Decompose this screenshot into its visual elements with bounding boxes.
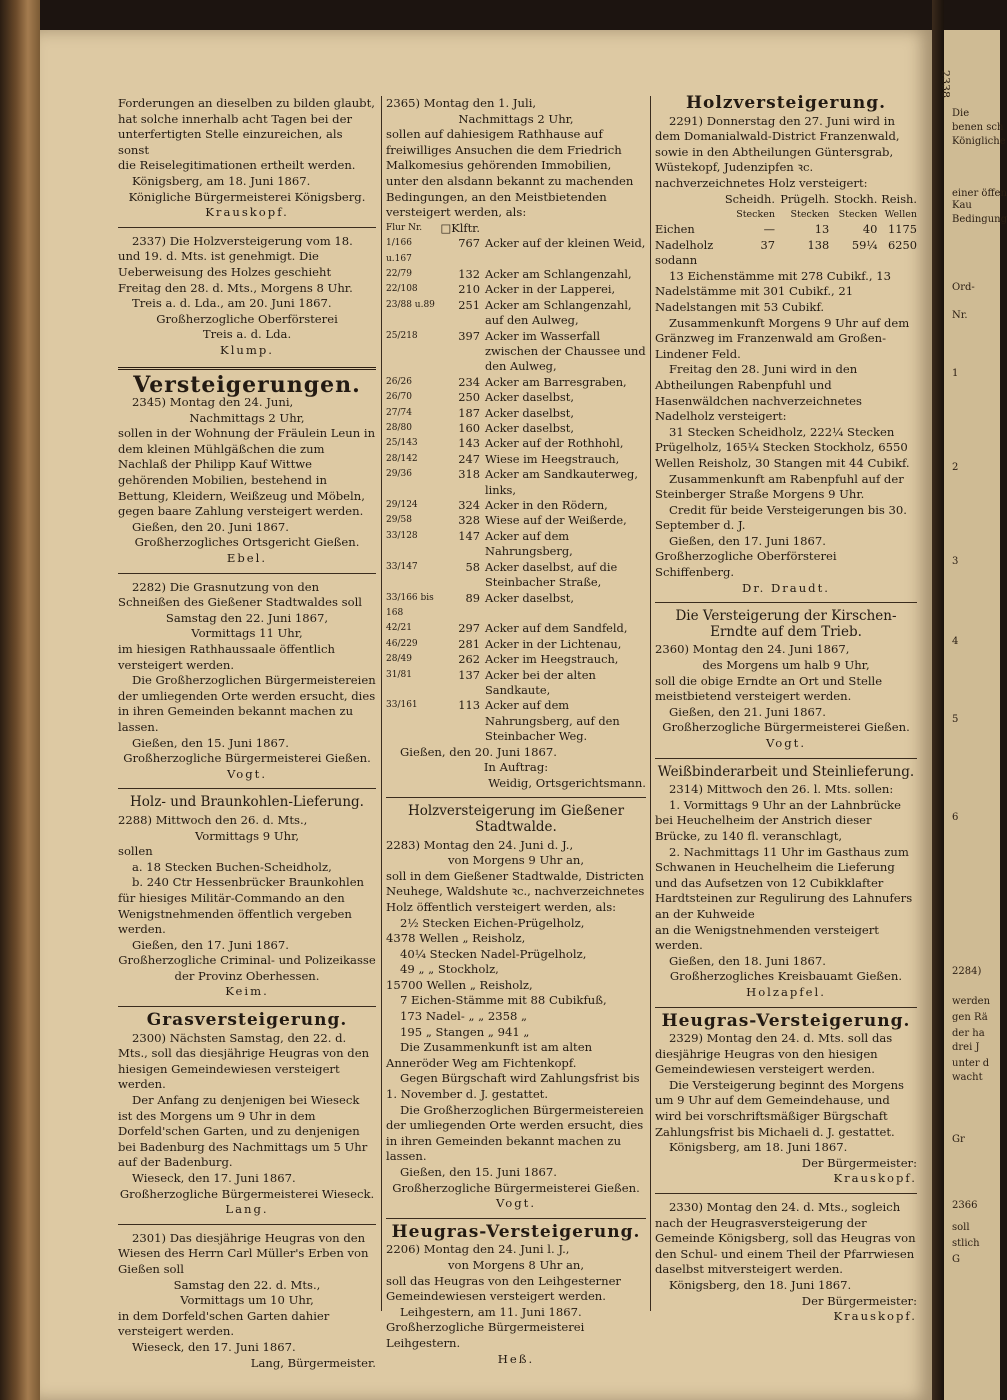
book-gutter [932,0,944,1400]
signature: Großherzogliche Oberförsterei [156,311,338,326]
signer-name: Lang, Bürgermeister. [250,1355,376,1370]
notice-text: 2300) Nächsten Samstag, den 22. d. Mts., soll das diesjährige Heugras von den hiesigen Gemeindewiesen versteigert werden. [118,1030,370,1092]
text-line: 2206) Montag den 24. Juni l. J., [386,1242,570,1257]
text-line: von Morgens 8 Uhr an, [447,1257,585,1272]
table-cell: 25/143 [386,438,418,449]
adjacent-page-fragment: werden [952,996,991,1007]
date-line: Gießen, den 21. Juni 1867. [669,704,826,719]
notice-text: Die Zusammenkunft ist am alten Anneröder Weg am Fichtenkopf. [386,1040,593,1070]
table-cell: Acker am Schlangenzahl, auf den Aulweg, [485,297,632,328]
table-cell: 143 [458,436,480,451]
table-cell: 33/161 [386,700,418,711]
table-cell: — [763,222,775,237]
signer-name: Klump. [220,342,274,357]
book-binding-left [0,0,40,1400]
notice-text: Der Anfang zu denjenigen bei Wieseck ist des Morgens um 9 Uhr in dem Dorfeld'schen Garten, und zu denjenigen bei Badenburg des Nachmittags um 5 Uhr auf der Badenburg. [118,1093,368,1170]
table-cell: 27/74 [386,407,412,418]
table-cell: 262 [458,652,480,667]
unit-label: Stecken [736,208,775,220]
text-line: 2288) Mittwoch den 26. d. Mts., [118,812,308,827]
table-cell: Acker bei der alten Sandkaute, [485,667,596,697]
table-cell: Wiese auf der Weißerde, [485,513,627,528]
section-heading: Heugras-Versteigerung. [391,1221,641,1242]
text-line: Vormittags 9 Uhr, [194,828,300,843]
notice-text: soll in dem Gießener Stadtwalde, Districten Neuhege, Waldshute ꝛc., nachverzeichnetes Holz öffentlich versteigert werden, als: [386,868,645,914]
table-cell: 397 [458,328,480,343]
table-cell: 767 [458,236,480,251]
table-header-row [386,221,646,236]
table-row [386,560,646,591]
table-cell: 58 [465,559,480,574]
table-cell: Acker in der Lichtenau, [485,636,622,651]
table-cell: Acker auf der kleinen Weid, [485,236,646,251]
adjacent-page-fragment: 5 [952,714,959,725]
signer-name: Keim. [225,984,269,999]
table-cell: Eichen [655,222,695,237]
column-divider [650,96,651,1311]
notice-text: 2282) Die Grasnutzung von den Schneißen des Gießener Stadtwaldes soll [118,579,363,610]
table-cell: 33/128 [386,530,418,541]
date-line: Königsberg, am 18. Juni 1867. [132,173,311,188]
table-cell: 29/36 [386,469,412,480]
notice-2300 [118,1031,376,1218]
text-line: Nachmittags 2 Uhr, [458,111,574,126]
date-line: Gießen, den 18. Juni 1867. [669,953,826,968]
date-line: Gießen, den 20. Juni 1867. [132,519,289,534]
adjacent-page-fragment: Bedingung [952,214,1007,225]
notice-text: 2291) Donnerstag den 27. Juni wird in dem Domanialwald-District Franzenwald, sowie in den Abtheilungen Güntersgrab, Wüstekopf, Judenzipfen ꝛc. nachverzeichnetes Holz versteigert: [655,113,900,190]
list-item: 1. Vormittags 9 Uhr an der Lahnbrücke bei Heuchelheim der Anstrich dieser Brücke, zu 140 fl. veranschlagt, [655,797,902,843]
table-cell: 37 [760,237,775,252]
notice-text: in dem Dorfeld'schen Garten dahier versteigert werden. [118,1308,330,1339]
table-row [386,282,646,297]
signature: Großherzogliche Oberförsterei Schiffenberg. [655,549,837,580]
table-cell: Acker im Wasserfall zwischen der Chaussee und den Aulweg, [485,328,646,374]
signer-name: Ebel. [226,551,268,566]
table-cell: Acker am Barresgraben, [485,374,627,389]
signature: Großherzogliche Bürgermeisterei Gießen. [662,720,910,735]
section-heading: Holzversteigerung. [685,93,887,113]
table-cell: 89 [465,590,480,605]
column-1 [118,96,376,1371]
adjacent-page-fragment: 3 [952,556,959,567]
notice-text: Die Großherzoglichen Bürgermeistereien der umliegenden Orte werden ersucht, dies in ihren Gemeinden bekannt machen zu lassen. [386,1102,644,1164]
page-number: 2338 [939,70,952,98]
text-line: 2345) Montag den 24. Juni, [132,395,294,410]
table-cell: 23/88 u.89 [386,299,435,310]
signer-name: Lang. [225,1202,269,1217]
list-item: 40¼ Stecken Nadel-Prügelholz, [400,946,587,961]
text-line: unterfertigten Stelle einzureichen, als sonst [118,127,343,157]
list-item: 49 „ „ Stockholz, [400,962,499,977]
list-item: 195 „ Stangen „ 941 „ [400,1024,530,1039]
adjacent-page-fragment: soll [952,1222,970,1233]
table-row [386,698,646,744]
column-header: □Klftr. [440,220,480,235]
adjacent-page-fragment: wacht [952,1072,983,1083]
adjacent-page-fragment: Königliche [952,136,1006,147]
notice-2291 [655,114,917,597]
table-cell: Acker daselbst, [485,390,574,405]
notice-2314 [655,782,917,1000]
notice-text: 2337) Die Holzversteigerung vom 18. und 19. d. Mts. ist genehmigt. Die Ueberweisung des Holzes geschieht Freitag den 28. d. Mts., Morgens 8 Uhr. [118,233,353,295]
notice-text: soll das Heugras von den Leihgesterner Gemeindewiesen versteigert werden. [386,1273,621,1304]
table-cell: 234 [458,374,480,389]
notice-2365 [386,96,646,791]
table-cell: 113 [458,698,480,713]
table-cell: 328 [458,513,480,528]
text-line: Samstag den 22. Juni 1867, [165,610,329,625]
notice-text: sollen in der Wohnung der Fräulein Leun in dem kleinen Mühlgäßchen die zum Nachlaß der Philipp Kauf Wittwe gehörenden Mobilien, bestehend in Bettung, Kleidern, Weißzeug und Möbeln, gegen baare Zahlung versteigert werden. [118,426,376,519]
notice-2206 [386,1242,646,1367]
adjacent-page-fragment: gen Rä [952,1012,988,1023]
table-cell: 31/81 [386,669,412,680]
adjacent-page-fragment: Kau [952,200,972,211]
section-heading: Holzversteigerung im Gießener Stadtwalde. [407,803,625,835]
parcel-rows [386,236,646,744]
column-header: Prügelh. [780,191,830,206]
divider [386,1218,646,1219]
adjacent-page-fragment: einer öffen [952,188,1007,199]
divider [655,1193,917,1194]
table-cell: Acker in den Rödern, [485,498,608,513]
table-cell: 318 [458,467,480,482]
list-item: a. 18 Stecken Buchen-Scheidholz, [132,859,332,874]
signer-name: Vogt. [226,766,268,781]
date-line: Königsberg, den 18. Juni 1867. [669,1278,852,1292]
divider [118,1006,376,1007]
notice-2345 [118,395,376,567]
signer-name: Vogt. [495,1196,537,1211]
table-row [386,637,646,652]
table-row [386,498,646,513]
signer-name: Holzapfel. [746,984,826,999]
text-line: 2360) Montag den 24. Juni 1867, [655,642,850,657]
signature: der Provinz Oberhessen. [174,968,320,983]
date-line: Treis a. d. Lda., am 20. Juni 1867. [132,296,332,311]
signature: Treis a. d. Lda. [202,327,292,342]
table-cell: 1/166 u.167 [386,238,412,264]
text-line: Vormittags um 10 Uhr, [180,1293,314,1308]
section-heading: Die Versteigerung der Kirschen-Erndte auf dem Trieb. [675,608,897,640]
table-row [386,436,646,451]
signer-name: Dr. Draudt. [742,580,830,595]
table-row [655,222,917,237]
table-row [386,236,646,267]
table-cell: 29/124 [386,500,418,511]
notice-text: sollen auf dahiesigem Rathhause auf freiwilliges Ansuchen die dem Friedrich Malkomesius gehörenden Immobilien, unter den alsdann bekannt zu machenden Bedingungen, an den Meistbietenden versteigert werden, als: [386,127,634,220]
table-cell: 210 [458,282,480,297]
section-heading: Grasversteigerung. [146,1010,348,1031]
column-header: Reish. [881,191,917,206]
table-row [386,668,646,699]
section-heading: Versteigerungen. [133,371,361,398]
table-cell: 6250 [888,237,917,252]
adjacent-page-fragment: drei J [952,1042,980,1053]
notice-text: soll die obige Erndte an Ort und Stelle meistbietend versteigert werden. [655,673,883,704]
table-row [386,529,646,560]
table-cell: 26/70 [386,392,412,403]
notice-2330 [655,1200,917,1325]
table-row [386,652,646,667]
table-cell: 281 [458,636,480,651]
notice-text: Zusammenkunft am Rabenpfuhl auf der Steinberger Straße Morgens 9 Uhr. [655,471,904,502]
adjacent-page-fragment: 2 [952,462,959,473]
signature: Großherzogliche Bürgermeisterei Gießen. [392,1180,640,1195]
notice-text: 2330) Montag den 24. d. Mts., sogleich nach der Heugrasversteigerung der Gemeinde Königsberg, soll das Heugras von den Schul- und einem Theil der Pfarrwiesen daselbst mitversteigert werden. [655,1200,916,1277]
divider [118,1224,376,1225]
adjacent-page-fragment: 6 [952,812,959,823]
table-cell: 324 [458,498,480,513]
table-cell: 147 [458,528,480,543]
adjacent-page-fragment: Gr [952,1134,965,1145]
unit-label [655,207,719,222]
signature: Großherzogliche Criminal- und Polizeikasse [118,953,376,968]
table-units-row [655,207,917,222]
signer-name: Krauskopf. [833,1171,917,1186]
notice-text: Die Großherzoglichen Bürgermeistereien der umliegenden Orte werden ersucht, dies in ihren Gemeinden bekannt machen zu lassen. [118,673,376,734]
table-cell: 28/80 [386,423,412,434]
divider [118,573,376,574]
table-row [386,452,646,467]
signer-name: Heß. [497,1351,535,1366]
text-line: hat solche innerhalb acht Tagen bei der [118,111,353,126]
adjacent-page-fragment: benen sch [952,122,1004,133]
notice-text: im hiesigen Rathhaussaale öffentlich versteigert werden. [118,642,335,672]
date-line: Gießen, den 20. Juni 1867. [400,744,557,759]
column-divider [381,96,382,1311]
signer-name: Vogt. [765,736,807,750]
list-item: 2½ Stecken Eichen-Prügelholz, [400,915,585,930]
table-row [386,375,646,390]
section-heading: Holz- und Braunkohlen-Lieferung. [130,794,364,811]
table-cell: 22/79 [386,268,412,279]
notice-text: an die Wenigstnehmenden versteigert werden. [655,922,879,953]
notice-2329 [655,1031,917,1187]
signature: Königliche Bürgermeisterei Königsberg. [128,189,366,204]
signer-name: Weidig, Ortsgerichtsmann. [488,775,646,790]
list-item: 15700 Wellen „ Reisholz, [386,977,533,992]
list-item: b. 240 Ctr Hessenbrücker Braunkohlen für hiesiges Militär-Commando an den Wenigstnehmenden öffentlich vergeben werden. [118,875,365,937]
adjacent-page-fragment: Die [952,108,970,119]
table-cell: Nadelholz [655,237,714,252]
table-cell: Acker daselbst, [485,421,574,436]
column-header: Stockh. [833,191,878,206]
text-line: sollen [118,844,153,859]
signature: Der Bürgermeister: [801,1155,917,1170]
text-line: Samstag den 22. d. Mts., [173,1277,321,1292]
table-cell: 22/108 [386,284,418,295]
divider [118,227,376,228]
table-cell: 59¼ [851,237,878,252]
table-cell: 40 [862,222,878,237]
section-heading: Heugras-Versteigerung. [661,1010,911,1031]
notice-2337-prev [118,96,376,221]
text-line: von Morgens 9 Uhr an, [447,853,585,868]
text-line: 2314) Mittwoch den 26. l. Mts. sollen: [669,782,894,797]
notice-text: Zusammenkunft Morgens 9 Uhr auf dem Gränzweg im Franzenwald am Großen-Lindener Feld. [655,315,910,361]
notice-text: Freitag den 28. Juni wird in den Abtheilungen Rabenpfuhl und Hasenwäldchen nachverzeichnetes Nadelholz versteigert: [655,362,862,424]
text-line: Forderungen an dieselben zu bilden glaubt, [118,96,375,110]
table-cell: 187 [458,405,480,420]
table-row [386,513,646,528]
date-line: Leihgestern, am 11. Juni 1867. [400,1304,582,1319]
date-line: Gießen, den 15. Juni 1867. [132,735,289,750]
notice-text: 13 Eichenstämme mit 278 Cubikf., 13 Nadelstämme mit 301 Cubikf., 21 Nadelstangen mit 53 Cubikf. [655,268,891,314]
table-cell: 13 [814,222,830,237]
table-cell: Acker in der Lapperei, [485,282,616,297]
table-cell: Acker im Heegstrauch, [485,652,619,667]
wood-table [655,192,917,254]
table-cell: 251 [458,297,480,312]
date-line: Gießen, den 15. Juni 1867. [400,1165,557,1179]
table-cell: 132 [458,266,480,281]
notice-2301 [118,1231,376,1371]
table-cell: 33/166 bis 168 [386,592,434,618]
column-2 [386,96,646,1367]
notice-text: 2329) Montag den 24. d. Mts. soll das diesjährige Heugras von den hiesigen Gemeindewiesen versteigert werden. [655,1031,893,1077]
text-line: 2283) Montag den 24. Juni d. J., [386,837,574,852]
signature: Großherzogliche Bürgermeisterei Wieseck. [119,1186,375,1201]
list-item: 7 Eichen-Stämme mit 88 Cubikfuß, [400,993,607,1008]
parcel-table [386,221,646,745]
table-cell: Acker am Schlangenzahl, [485,266,632,281]
table-cell: Acker auf dem Nahrungsberg, auf den Steinbacher Weg. [485,698,620,744]
table-cell: Acker am Sandkauterweg, links, [485,467,638,497]
table-cell: 137 [458,667,480,682]
date-line: Wieseck, den 17. Juni 1867. [132,1339,296,1354]
adjacent-page-fragment: unter d [952,1058,990,1069]
divider [386,797,646,798]
table-row [386,406,646,421]
table-cell: 29/58 [386,515,412,526]
adjacent-page-fragment: Ord- [952,282,975,293]
text-line: Vormittags 11 Uhr, [191,626,303,641]
date-line: Königsberg, am 18. Juni 1867. [669,1140,848,1155]
table-cell: 247 [458,451,480,466]
section-heading: Weißbinderarbeit und Steinlieferung. [657,763,915,780]
notice-text: Credit für beide Versteigerungen bis 30. September d. J. [655,502,907,533]
column-header: Scheidh. [724,191,775,206]
table-cell: 138 [807,237,830,252]
date-line: Gießen, den 17. Juni 1867. [669,533,826,548]
text-line: Nachmittags 2 Uhr, [189,410,305,425]
unit-label: Wellen [884,208,917,220]
list-item: 4378 Wellen „ Reisholz, [386,931,526,946]
text-line: 2365) Montag den 1. Juli, [386,96,537,110]
notice-2337 [118,234,376,359]
date-line: Wieseck, den 17. Juni 1867. [132,1171,296,1185]
signature: Großherzogliche Bürgermeisterei Leihgestern. [386,1320,585,1350]
column-header [655,192,719,207]
table-cell: 25/218 [386,330,418,341]
date-line: Gießen, den 17. Juni 1867. [132,937,289,952]
signature: In Auftrag: [483,760,549,775]
text-line: sodann [655,253,698,268]
table-cell: 26/26 [386,376,412,387]
table-cell: 46/229 [386,638,418,649]
table-row [386,591,646,622]
divider [655,602,917,603]
adjacent-page-fragment: der ha [952,1028,985,1039]
table-row [386,267,646,282]
table-cell: Acker daselbst, [485,590,574,605]
adjacent-page-fragment: 2284) [952,966,982,977]
table-row [655,238,917,253]
notice-text: Die Versteigerung beginnt des Morgens um 9 Uhr auf dem Gemeindehause, und wird bei vorschriftsmäßiger Bürgschaft Zahlungsfrist bis Michaeli d. J. gestattet. [655,1077,905,1139]
table-row [386,421,646,436]
table-cell: Acker auf dem Sandfeld, [485,621,628,636]
text-line: die Reiselegitimationen ertheilt werden. [118,158,356,173]
text-line: des Morgens um halb 9 Uhr, [702,658,870,673]
signature: Großherzogliches Ortsgericht Gießen. [134,535,360,550]
adjacent-page-fragment: 2366 [952,1200,978,1211]
notice-text: 2301) Das diesjährige Heugras von den Wiesen des Herrn Carl Müller's Erben von Gießen soll [118,1230,369,1276]
table-cell: 28/142 [386,453,418,464]
adjacent-page-fragment: stlich [952,1238,980,1249]
adjacent-page-fragment: 1 [952,368,959,379]
table-row [386,390,646,405]
table-cell: Acker auf der Rothhohl, [485,436,624,451]
notice-2283 [386,838,646,1212]
signature: Großherzogliche Bürgermeisterei Gießen. [123,751,371,766]
table-cell: 28/49 [386,654,412,665]
notice-2360 [655,642,917,751]
table-row [386,467,646,498]
table-cell: 160 [458,421,480,436]
list-item: 2. Nachmittags 11 Uhr im Gasthaus zum Schwanen in Heuchelheim die Lieferung und das Aufsetzen von 12 Cubikklafter Hardtsteinen zur Regulirung des Lahnufers an der Kuhweide [655,844,913,921]
table-cell: Wiese im Heegstrauch, [485,451,620,466]
signer-name: Krauskopf. [833,1309,917,1324]
unit-label: Stecken [790,208,830,220]
list-item: 173 Nadel- „ „ 2358 „ [400,1009,528,1024]
table-header-row [655,192,917,207]
table-cell: Acker auf dem Nahrungsberg, [485,528,573,559]
table-cell: Acker daselbst, [485,405,574,420]
divider [655,1007,917,1008]
table-row [386,298,646,329]
notice-text: Gegen Bürgschaft wird Zahlungsfrist bis 1. November d. J. gestattet. [386,1071,640,1102]
table-cell: Acker daselbst, auf die Steinbacher Straße, [485,559,618,590]
table-cell: 1175 [888,222,917,237]
table-row [386,621,646,636]
notice-2282 [118,580,376,783]
table-cell: 250 [458,390,480,405]
table-cell: 42/21 [386,623,412,634]
divider [118,788,376,789]
signer-name: Krauskopf. [205,205,289,220]
adjacent-page-fragment: Nr. [952,310,968,321]
column-header: Flur Nr. [386,222,423,233]
signature: Großherzogliches Kreisbauamt Gießen. [669,969,903,984]
divider [655,758,917,759]
table-cell: 33/147 [386,561,418,572]
signature: Der Bürgermeister: [801,1293,917,1308]
adjacent-page-fragment: 4 [952,636,959,647]
notice-text: 31 Stecken Scheidholz, 222¼ Stecken Prügelholz, 165¼ Stecken Stockholz, 6550 Wellen Reisholz, 30 Stangen mit 44 Cubikf. [655,424,910,470]
notice-2288 [118,813,376,1000]
adjacent-page-fragment: G [952,1254,960,1265]
column-3 [655,93,917,1325]
table-row [386,329,646,375]
table-cell: 297 [458,621,480,636]
section-divider [118,367,376,370]
unit-label: Stecken [838,208,878,220]
